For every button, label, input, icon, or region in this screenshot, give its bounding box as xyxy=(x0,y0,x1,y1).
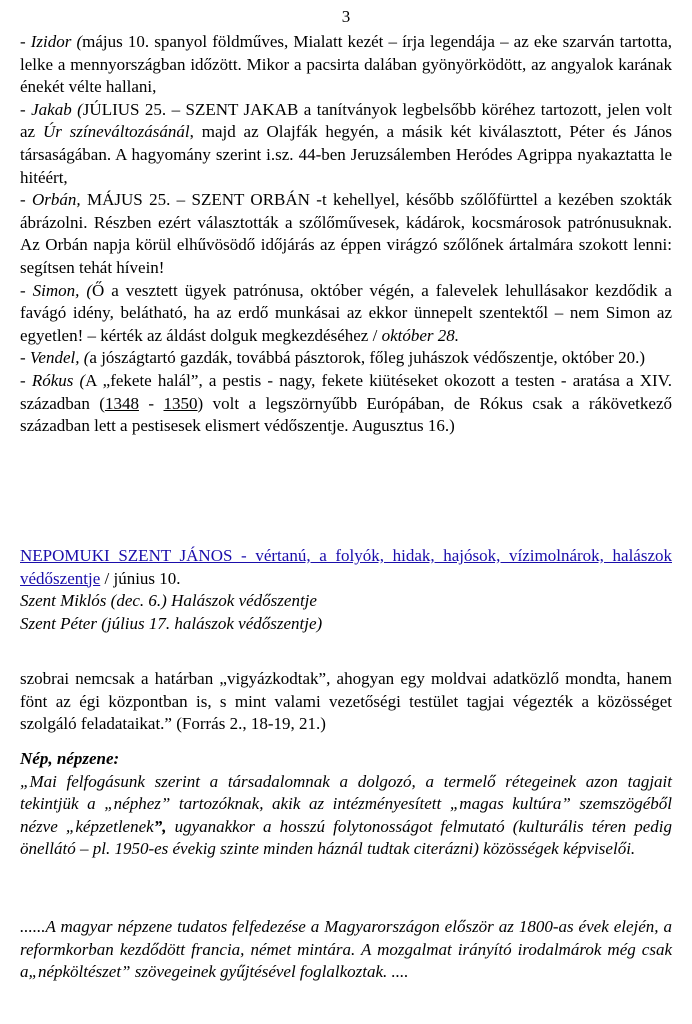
page-number: 3 xyxy=(341,7,351,26)
list-item xyxy=(20,99,672,189)
year-link[interactable]: 1350 xyxy=(163,393,198,413)
saint-text: május 10. spanyol földműves, Mialatt kezét – írja legendája – az eke szarván tartotta, lelke a mennyországban időzött. Mikor a pacsirta dalában gyönyörködött, az angyalok karának énekét vélte hallani, xyxy=(20,32,672,97)
saint-name: Vendel, ( xyxy=(29,348,90,368)
list-dash: - xyxy=(20,32,31,51)
saint-text: A „fekete halál”, a pestis - nagy, fekete kiütéseket okozott a testen - aratása a XIV. században ( xyxy=(20,370,672,413)
saint-text: Ő a vesztett ügyek patrónusa, október végén, a falevelek lehullásakor kezdődik a favágó idény, belátható, ha az erdő munkásai az ekkor ünnepelt szentektől – nem Simon az egyetlen! – kérték az áldást dolguk megkezdéséhez / xyxy=(20,280,672,345)
list-dash: - xyxy=(20,99,32,119)
nep-quote-bold: ”, xyxy=(153,816,167,836)
peter-line xyxy=(20,613,672,636)
saint-text: ) volt a legszörnyűbb Európában, de Rókus csak a rákövetkező században lett a pestisesek elismert védőszentje. Augusztus 16.) xyxy=(20,393,672,436)
list-item xyxy=(20,347,672,370)
nep-heading-text: Nép, népzene: xyxy=(20,749,120,768)
saint-italic: október 28. xyxy=(381,325,460,345)
saint-name: Simon, ( xyxy=(32,280,93,300)
nepomuk-link[interactable]: NEPOMUKI SZENT JÁNOS - vértanú, a folyók, hidak, hajósok, vízimolnárok, halászok védőszentje xyxy=(20,546,672,588)
last-text-line xyxy=(20,916,672,984)
saints-list xyxy=(20,31,672,438)
saint-name: Orbán, xyxy=(32,190,81,210)
last-paragraph xyxy=(20,916,672,984)
nep-quote-a: „Mai felfogásunk szerint a társadalomnak a dolgozó, a termelő rétegeinek azon tagjait tekintjük a „néphez” tartozóknak, akik az intézményesített „magas kultúra” szemszögéből nézve „képzetlenek xyxy=(20,771,672,836)
saint-name: Jakab ( xyxy=(31,99,83,119)
szobrai-text: szobrai nemcsak a határban „vigyázkodtak”, ahogyan egy moldvai adatközlő mondta, hanem fönt az égi központban is, s mint valami vezetőségi testület tagjai végezték a közösséget szolgáló feladataikat.” (Forrás 2., 18-19, 21.) xyxy=(20,669,672,734)
nep-heading xyxy=(20,748,672,771)
miklos-text: Szent Miklós (dec. 6.) Halászok védőszentje xyxy=(20,591,317,611)
list-item xyxy=(20,370,672,438)
saint-text: JÚLIUS 25. – SZENT JAKAB a tanítványok legbelsőbb köréhez tartozott, jelen volt az xyxy=(20,99,672,142)
nepomuk-line xyxy=(20,545,672,590)
saint-text: MÁJUS 25. – SZENT ORBÁN -t kehellyel, később szőlőfürttel a kezében szokták ábrázolni. Részben ezért választották a szőlőművesek, kádárok, kocsmárosok patrónusuknak. Az Orbán napja körül elhűvösödő időjárás az éppen virágzó szőlőnek ártalmára szokott lenni: segítsen tehát hívein! xyxy=(20,190,672,277)
nep-quote-b: ugyanakkor a hosszú folytonosságot felmutató (kulturális téren pedig önellátó – pl. 1950-es évekig szinte minden háznál tudtak citerázni) közösségek képviselői. xyxy=(20,816,672,859)
nepomuk-section xyxy=(20,545,672,635)
nep-quote xyxy=(20,771,672,861)
list-dash: - xyxy=(20,348,30,368)
year-link[interactable]: 1348 xyxy=(104,393,139,413)
year-separator: - xyxy=(138,393,164,413)
list-item xyxy=(20,31,672,99)
saint-italic: Úr színeváltozásánál xyxy=(42,122,190,142)
saint-text: , majd az Olajfák hegyén, a másik két kiválasztott, Péter és János társaságában. A hagyomány szerint i.sz. 44-ben Jeruzsálemben Heródes Agrippa nyakaztatta le hitéért, xyxy=(20,122,672,187)
nep-section xyxy=(20,748,672,861)
saint-text: a jószágtartó gazdák, továbbá pásztorok, főleg juhászok védőszentje, október 20.) xyxy=(89,348,646,368)
last-text: ......A magyar népzene tudatos felfedezése a Magyarországon először az 1800-as évek elején, a reformkorban kezdődött francia, német mintára. A mozgalmat irányító irodalmárok még csak a„népköltészet” szövegeinek gyűjtésével foglalkoztak. .... xyxy=(20,917,672,982)
list-dash: - xyxy=(20,190,33,210)
nepomuk-date: / június 10. xyxy=(100,568,181,588)
list-dash: - xyxy=(20,370,32,390)
list-item xyxy=(20,189,672,279)
saint-name: Izidor ( xyxy=(30,32,83,51)
szobrai-paragraph xyxy=(20,668,672,736)
list-item xyxy=(20,280,672,348)
saint-name: Rókus ( xyxy=(31,370,86,390)
miklos-line xyxy=(20,590,672,613)
peter-text: Szent Péter (július 17. halászok védőszentje) xyxy=(20,613,323,633)
list-dash: - xyxy=(20,280,33,300)
